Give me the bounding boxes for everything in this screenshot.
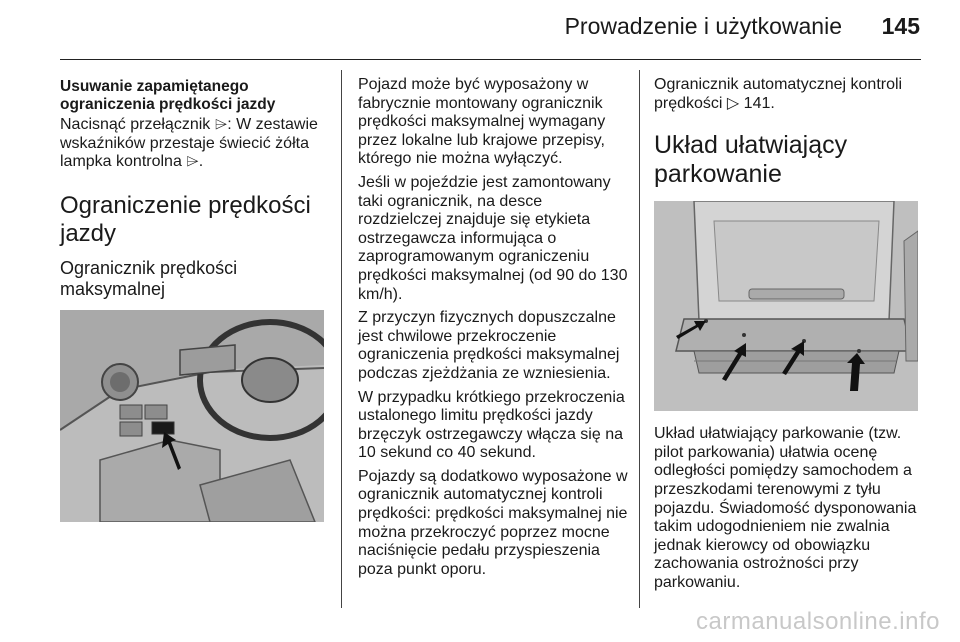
section-heading: Ograniczenie prędkości jazdy xyxy=(60,191,311,247)
column-divider-right xyxy=(639,70,640,608)
header-rule xyxy=(60,59,921,60)
paragraph: Pojazdy są dodatkowo wyposażone w ogranicznik automatycznej kontroli prędkości: prędkości maksymalnej nie można przekroczyć poprzez mocne naciśnięcie pedału przyspieszenia poza punkt oporu. xyxy=(358,467,628,578)
rear-bumper-illustration xyxy=(654,201,918,411)
page-header-title: Prowadzenie i użytkowanie xyxy=(564,13,842,39)
dashboard-figure xyxy=(60,310,324,522)
paragraph: Jeśli w pojeździe jest zamontowany taki ogranicznik, na desce rozdzielczej znajduje się etykieta ostrzegawcza informująca o zaprogramowanym ograniczeniu prędkości maksymalnej (od 90 do 130 km/h). xyxy=(358,173,628,303)
paragraph: Pojazd może być wyposażony w fabrycznie montowany ogranicznik prędkości maksymalnej wymagany przez lokalne lub krajowe przepisy, którego nie można wyłączyć. xyxy=(358,76,606,168)
paragraph: Nacisnąć przełącznik ⌲: W zestawie wskaźników przestaje świecić żółta lampka kontrolna ⌲. xyxy=(60,116,318,171)
column-divider-left xyxy=(341,70,342,608)
section-heading: Układ ułatwiający parkowanie xyxy=(654,131,848,189)
subsection-heading: Ogranicznik prędkości maksymalnej xyxy=(60,257,238,299)
column-3 xyxy=(654,76,926,598)
section-subheading: Usuwanie zapamiętanego ograniczenia prędkości jazdy xyxy=(60,78,276,113)
watermark: carmanualsonline.info xyxy=(696,608,940,635)
column-1 xyxy=(60,70,330,522)
parking-sensors-figure xyxy=(654,201,918,411)
page-number: 145 xyxy=(881,13,920,39)
column-2 xyxy=(358,76,628,584)
dashboard-illustration xyxy=(60,310,324,522)
paragraph-cross-reference: Ogranicznik automatycznej kontroli prędkości ▷ 141. xyxy=(654,76,903,112)
paragraph: W przypadku krótkiego przekroczenia ustalonego limitu prędkości jazdy brzęczyk ostrzegawczy włącza się na 10 sekund co 40 sekund. xyxy=(358,388,625,462)
paragraph: Układ ułatwiający parkowanie (tzw. pilot parkowania) ułatwia ocenę odległości pomiędzy samochodem a przeszkodami terenowymi z tyłu pojazdu. Świadomość dysponowania takim udogodnieniem nie zwalnia jednak kierowcy od obowiązku zachowania ostrożności przy parkowaniu. xyxy=(654,425,917,591)
paragraph: Z przyczyn fizycznych dopuszczalne jest chwilowe przekroczenie ograniczenia prędkości maksymalnej podczas zjeżdżania ze wzniesienia. xyxy=(358,309,620,382)
